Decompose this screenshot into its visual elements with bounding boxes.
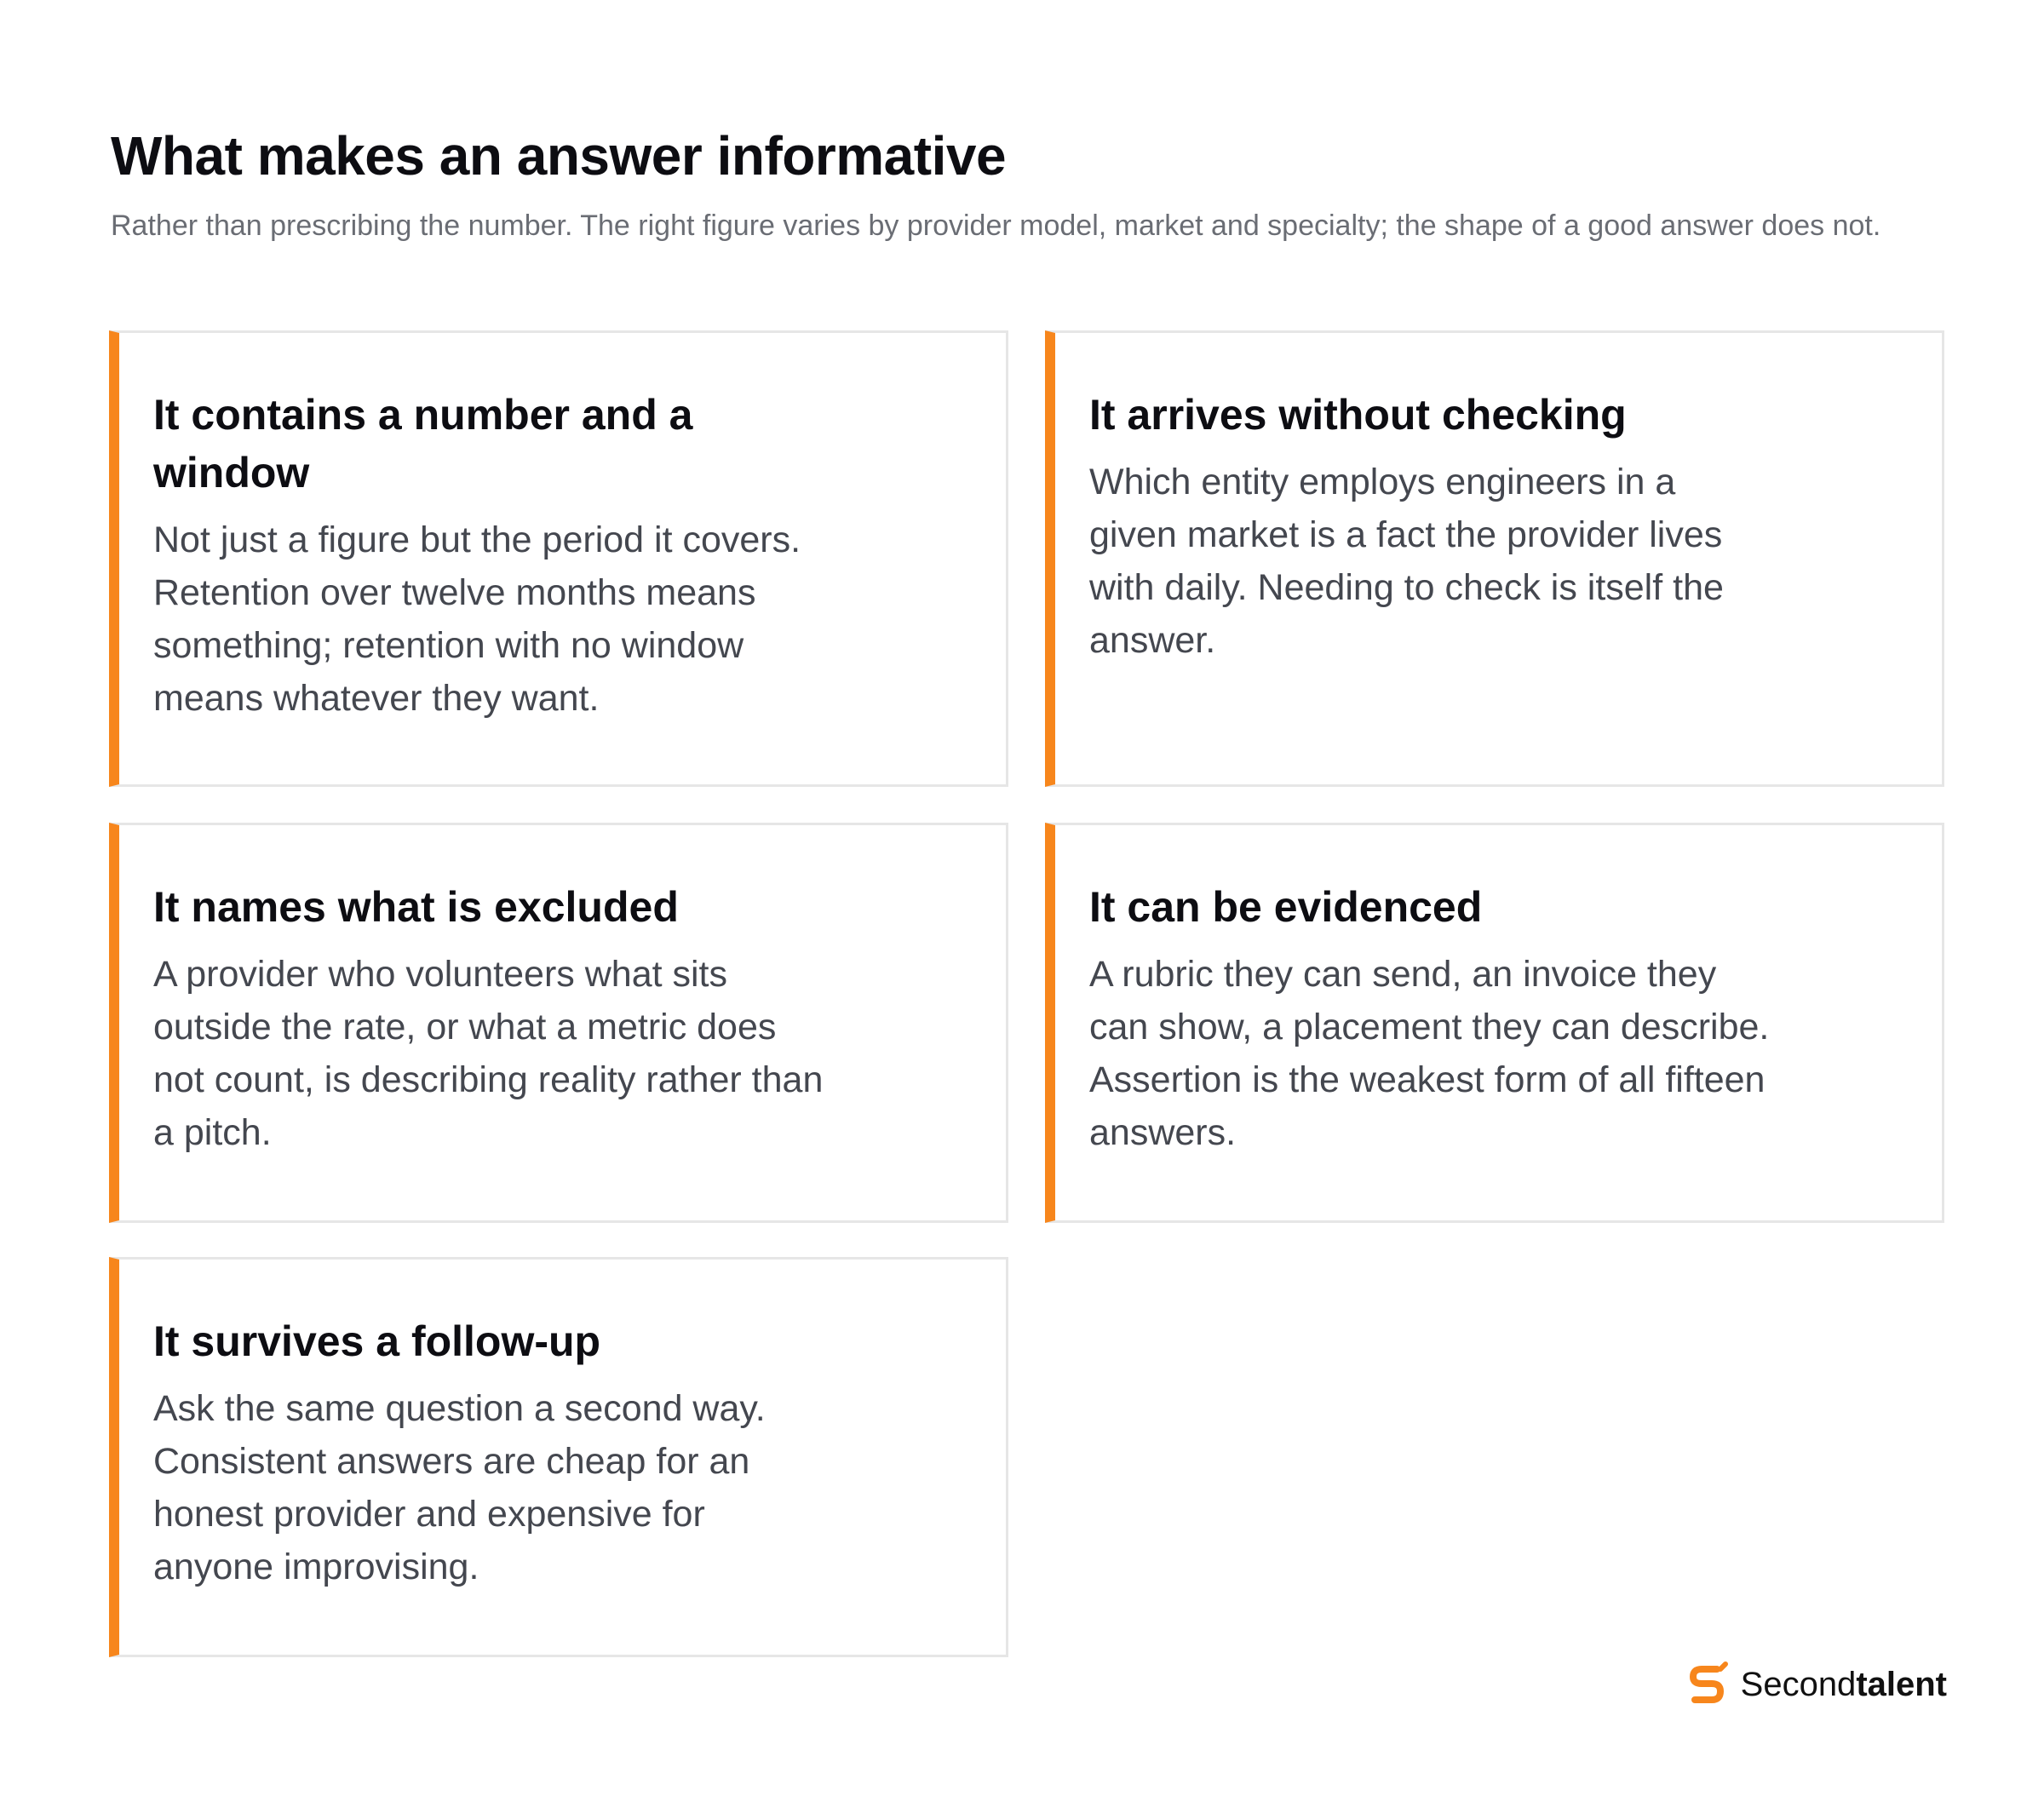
card-body: Ask the same question a second way. Consistent answers are cheap for an honest provider and expensive for anyone improvising. <box>153 1388 766 1587</box>
card-title: It can be evidenced <box>1089 883 1483 931</box>
card-can-be-evidenced <box>1045 823 1944 1223</box>
card-title: It survives a follow-up <box>153 1317 601 1365</box>
page-title: What makes an answer informative <box>111 125 1007 187</box>
card-title: It arrives without checking <box>1089 391 1627 439</box>
page-subtitle: Rather than prescribing the number. The right figure varies by provider model, market and specialty; the shape of a good answer does not. <box>111 209 1881 242</box>
card-title: It contains a number and a window <box>153 391 693 496</box>
card-body: Not just a figure but the period it covers. Retention over twelve months means something; retention with no window means whatever they want. <box>153 519 801 719</box>
card-number-and-window <box>109 330 1008 787</box>
card-names-what-is-excluded <box>109 823 1008 1223</box>
card-title: It names what is excluded <box>153 883 679 931</box>
card-body: A rubric they can send, an invoice they can show, a placement they can describe. Assertion is the weakest form of all fifteen answers. <box>1089 954 1770 1153</box>
brand-name-bold: talent <box>1856 1665 1947 1703</box>
brand-logo <box>1683 1661 1947 1708</box>
brand-name <box>1741 1666 1947 1704</box>
card-body: Which entity employs engineers in a given market is a fact the provider lives with daily. Needing to check is itself the answer. <box>1089 462 1724 661</box>
secondtalent-logo-icon <box>1683 1661 1731 1708</box>
brand-name-regular: Second <box>1740 1665 1857 1703</box>
card-survives-follow-up <box>109 1257 1008 1657</box>
card-arrives-without-checking <box>1045 330 1944 787</box>
card-body: A provider who volunteers what sits outside the rate, or what a metric does not count, is describing reality rather than a pitch. <box>153 954 824 1153</box>
